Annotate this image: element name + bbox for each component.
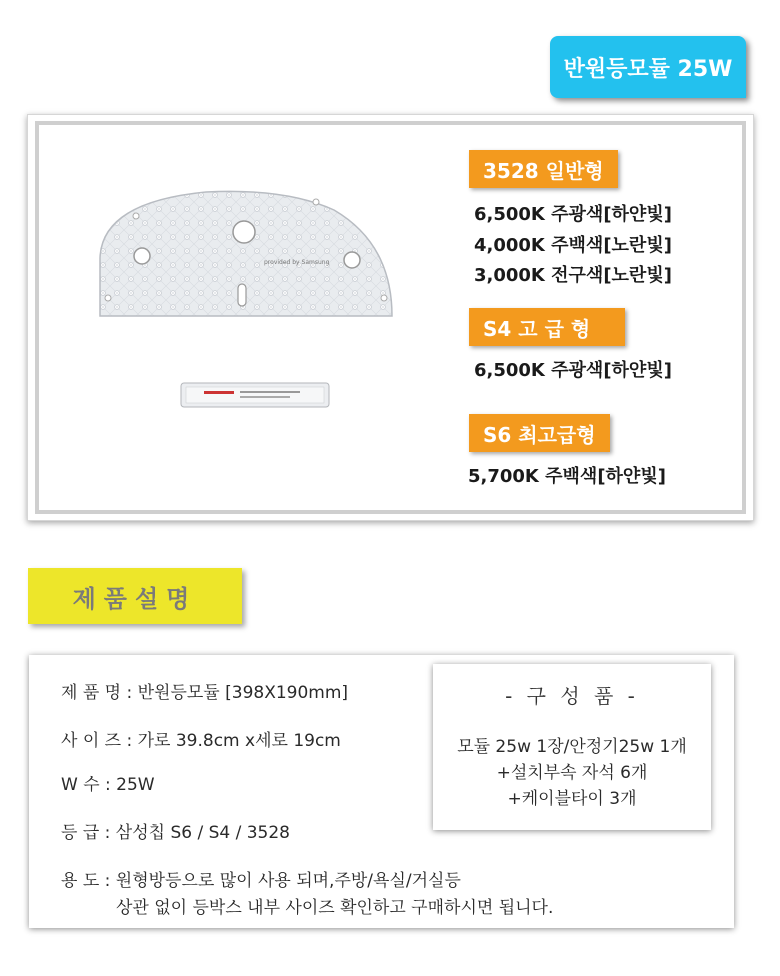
desc-usage-note: 상관 없이 등박스 내부 사이즈 확인하고 구매하시면 됩니다.	[116, 898, 554, 918]
type-badge-3528	[469, 150, 618, 188]
composition-item: +설치부속 자석 6개	[496, 763, 648, 783]
type-badge-s4	[469, 308, 625, 346]
desc-product-name: 제 품 명 : 반원등모듈 [398X190mm]	[61, 683, 349, 703]
led-module-image	[96, 188, 396, 320]
spec-line: 3,000K 전구색[노란빛]	[474, 265, 672, 286]
type-badge-s6	[469, 414, 610, 452]
composition-item: 모듈 25w 1장/안정기25w 1개	[457, 737, 687, 757]
product-title: 반원등모듈 25W	[563, 56, 733, 82]
desc-wattage: W 수 : 25W	[61, 775, 155, 795]
section-heading	[28, 568, 242, 624]
composition-item: +케이블타이 3개	[507, 789, 637, 809]
spec-line: 6,500K 주광색[하얀빛]	[474, 204, 672, 225]
desc-size: 사 이 즈 : 가로 39.8cm x세로 19cm	[61, 731, 341, 751]
product-title-badge	[550, 36, 746, 98]
ballast-image	[180, 381, 330, 409]
composition-title: - 구 성 품 -	[505, 684, 639, 708]
type-badge-label: S4 고 급 형	[483, 316, 591, 341]
module-print-text: provided by Samsung	[264, 259, 330, 266]
spec-line: 5,700K 주백색[하얀빛]	[468, 466, 666, 487]
spec-line: 6,500K 주광색[하얀빛]	[474, 360, 672, 381]
desc-grade: 등 급 : 삼성칩 S6 / S4 / 3528	[61, 823, 291, 843]
section-heading-label: 제품설명	[72, 584, 198, 613]
desc-usage: 용 도 : 원형방등으로 많이 사용 되며,주방/욕실/거실등	[61, 871, 461, 891]
composition-box	[433, 664, 711, 830]
type-badge-label: S6 최고급형	[483, 422, 596, 447]
type-badge-label: 3528 일반형	[483, 158, 604, 183]
spec-line: 4,000K 주백색[노란빛]	[474, 235, 672, 256]
